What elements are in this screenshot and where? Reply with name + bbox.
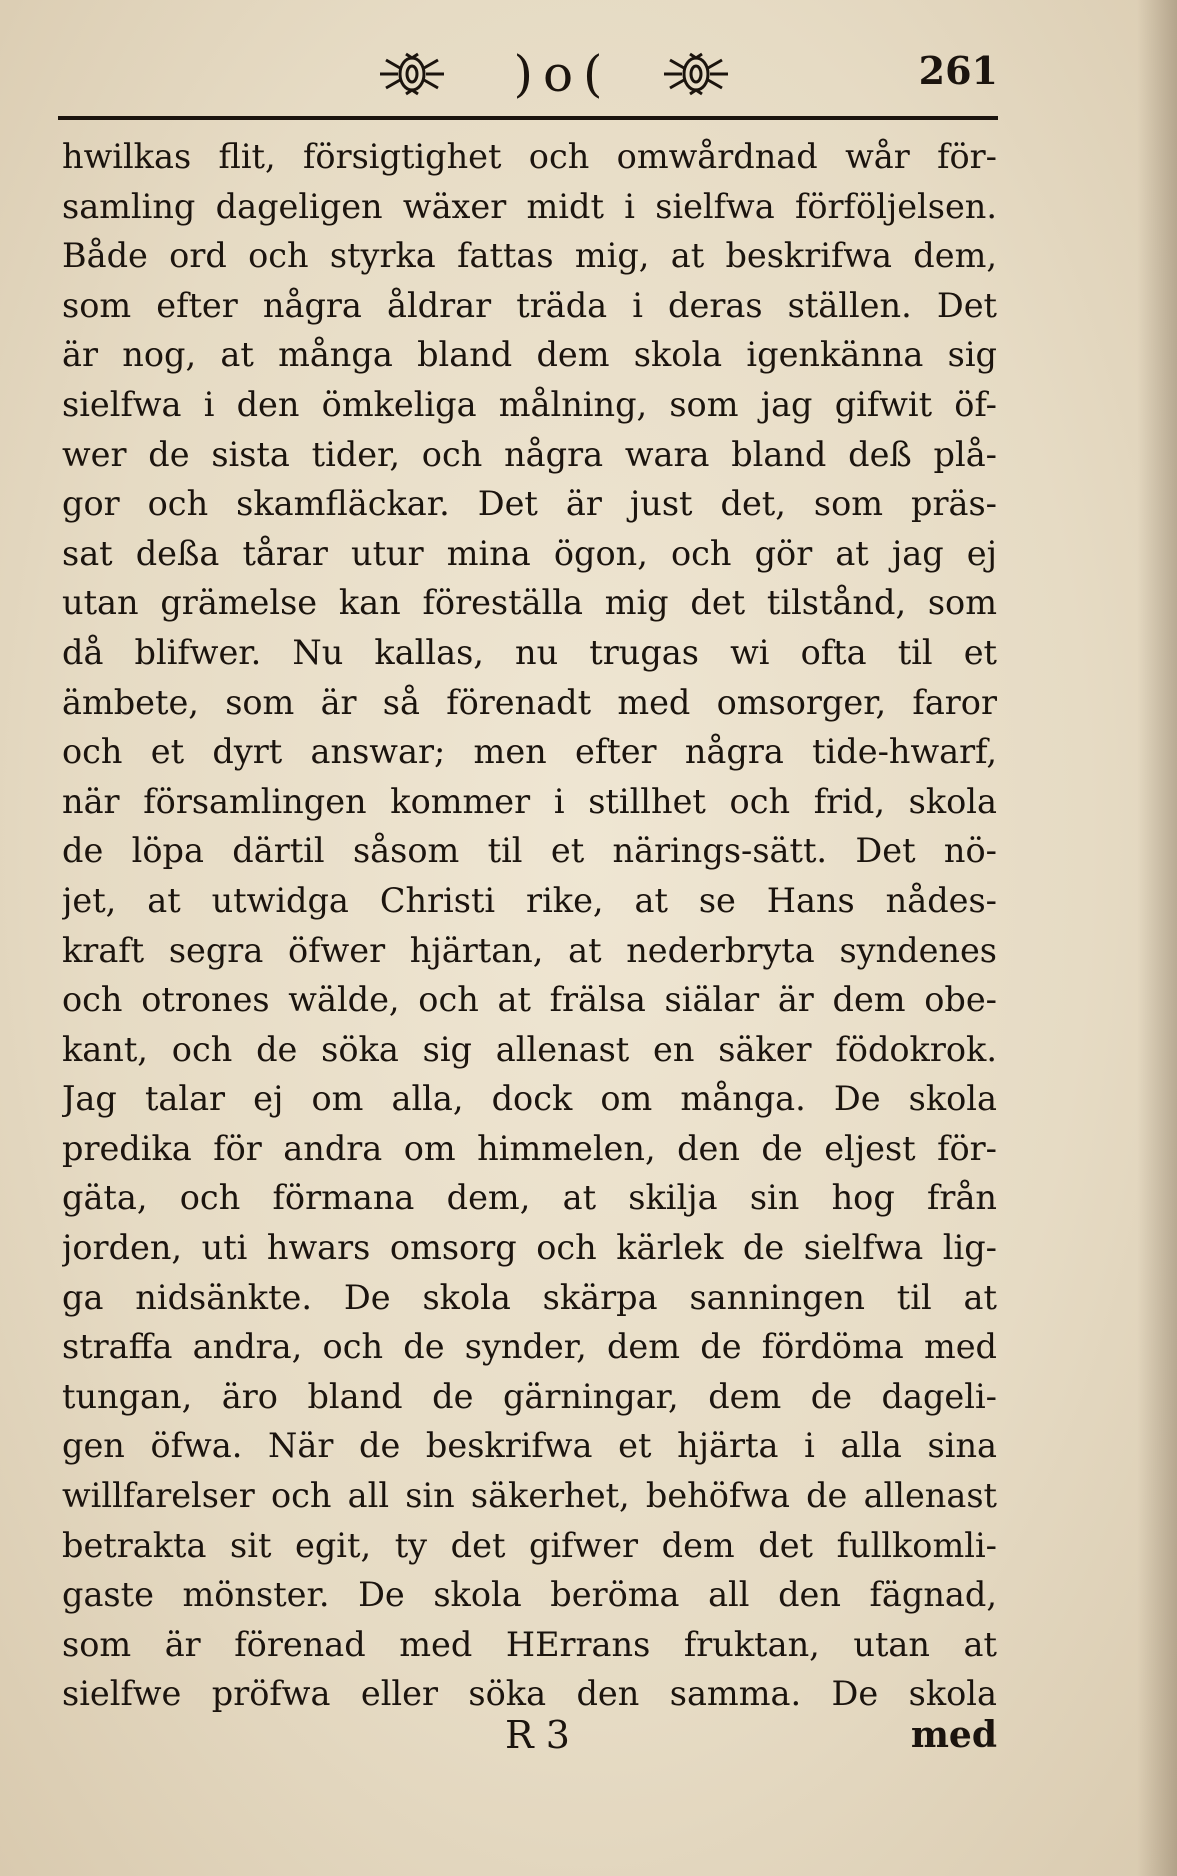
text-line: sielfwe pröfwa eller söka den samma. De skola <box>62 1674 997 1714</box>
text-line: och et dyrt answar; men efter några tide-hwarf, <box>62 732 997 772</box>
header-mark: )o( <box>513 45 613 103</box>
text-line: gäta, och förmana dem, at skilja sin hog från <box>62 1178 997 1218</box>
text-line: predika för andra om himmelen, den de eljest för- <box>62 1128 997 1168</box>
text-line: jorden, uti hwars omsorg och kärlek de sielfwa lig- <box>62 1228 997 1268</box>
gutter-shadow <box>1137 0 1177 1876</box>
page-number: 261 <box>918 48 998 93</box>
text-line: gen öfwa. När de beskrifwa et hjärta i alla sina <box>62 1426 997 1466</box>
text-line: wer de sista tider, och några wara bland deß plå- <box>62 434 997 474</box>
text-line: de löpa därtil såsom til et närings-sätt. Det nö- <box>62 831 997 871</box>
signature-mark: R 3 <box>505 1713 570 1757</box>
header-rule <box>58 116 998 120</box>
text-line: jet, at utwidga Christi rike, at se Hans nådes- <box>62 880 997 920</box>
text-line: willfarelser och all sin säkerhet, behöfwa de allenast <box>62 1476 997 1516</box>
text-line: då blifwer. Nu kallas, nu trugas wi ofta til et <box>62 632 997 672</box>
text-line: ämbete, som är så förenadt med omsorger, faror <box>62 682 997 722</box>
text-line: gaste mönster. De skola beröma all den fägnad, <box>62 1575 997 1615</box>
text-line: utan grämelse kan föreställa mig det tilstånd, som <box>62 583 997 623</box>
text-line: tungan, äro bland de gärningar, dem de dageli- <box>62 1376 997 1416</box>
text-line: Jag talar ej om alla, dock om många. De skola <box>62 1079 997 1119</box>
catchword: med <box>910 1714 997 1756</box>
text-line: kraft segra öfwer hjärtan, at nederbryta syndenes <box>62 930 997 970</box>
text-line: samling dageligen wäxer midt i sielfwa förföljelsen. <box>62 186 997 226</box>
text-line: kant, och de söka sig allenast en säker födokrok. <box>62 1029 997 1069</box>
text-line: när församlingen kommer i stillhet och frid, skola <box>62 781 997 821</box>
text-line: är nog, at många bland dem skola igenkänna sig <box>62 335 997 375</box>
ornament-left-icon <box>376 50 448 98</box>
running-header <box>58 36 998 116</box>
text-line: sielfwa i den ömkeliga målning, som jag gifwit öf- <box>62 384 997 424</box>
text-line: betrakta sit egit, ty det gifwer dem det fullkomli- <box>62 1525 997 1565</box>
text-line: som är förenad med HErrans fruktan, utan at <box>62 1624 997 1664</box>
text-line: Både ord och styrka fattas mig, at beskrifwa dem, <box>62 236 997 276</box>
text-line: hwilkas flit, försigtighet och omwårdnad wår för- <box>62 137 997 176</box>
text-line: som efter några åldrar träda i deras ställen. Det <box>62 285 997 325</box>
text-line: gor och skamfläckar. Det är just det, som präs- <box>62 484 997 524</box>
text-line: ga nidsänkte. De skola skärpa sanningen til at <box>62 1277 997 1317</box>
body-text <box>62 132 997 1719</box>
text-line: sat deßa tårar utur mina ögon, och gör at jag ej <box>62 533 997 573</box>
text-line: straffa andra, och de synder, dem de fördöma med <box>62 1327 997 1367</box>
ornament-right-icon <box>660 50 732 98</box>
text-line: och otrones wälde, och at frälsa siälar är dem obe- <box>62 980 997 1020</box>
